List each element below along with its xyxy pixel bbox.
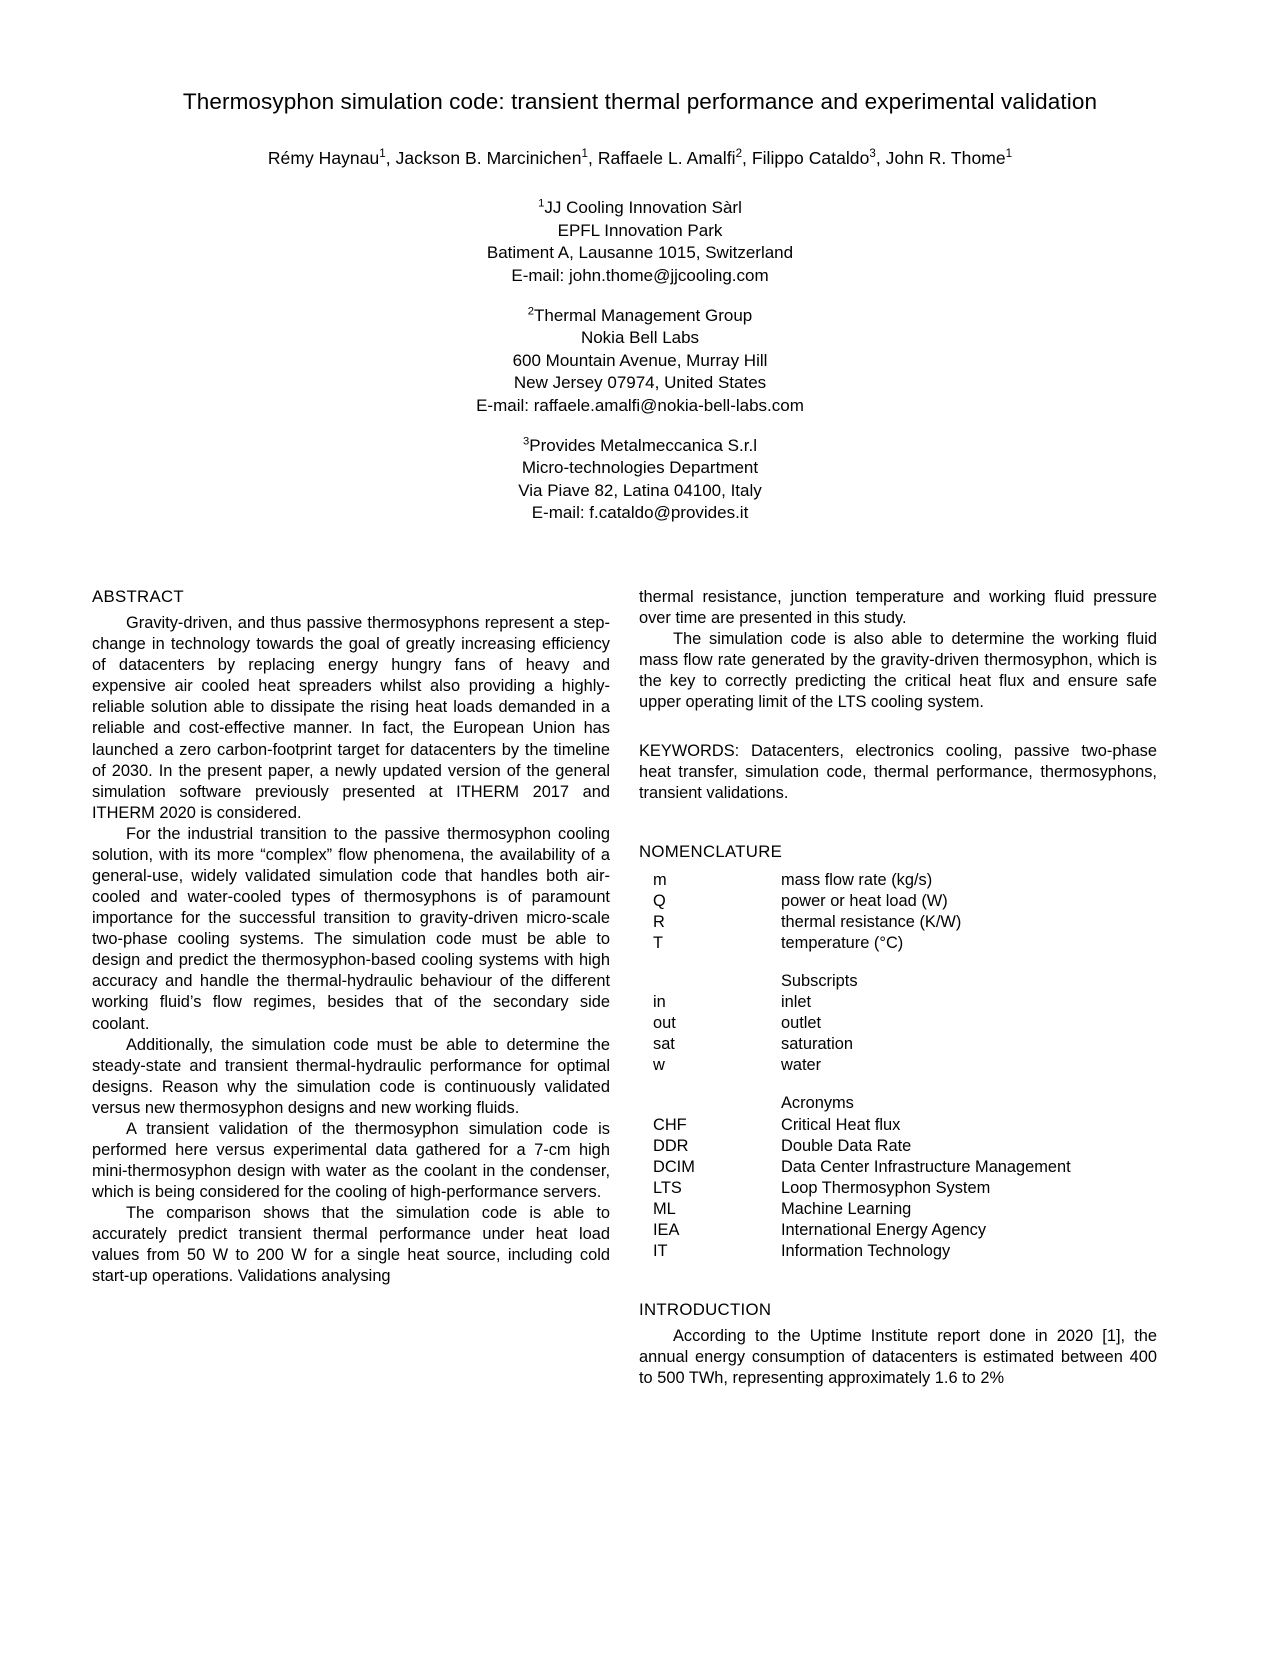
abstract-paragraph: thermal resistance, junction temperature and working fluid pressure over time are presented in this study. xyxy=(639,588,1157,628)
nomenclature-symbol: T xyxy=(653,933,664,952)
affiliation-line: $^1$JJ Cooling Innovation Sàrl xyxy=(538,197,742,218)
page-title: Thermosyphon simulation code: transient thermal performance and experimental validation xyxy=(182,89,1098,114)
author-name: Raffaele L. Amalfi xyxy=(597,148,736,169)
affiliation-group xyxy=(0,435,1280,525)
affiliation-line: Batiment A, Lausanne 1015, Switzerland xyxy=(486,243,794,263)
nomenclature-symbol: in xyxy=(653,993,666,1012)
affiliation-marker: 3 xyxy=(523,434,530,447)
abstract-continuation xyxy=(639,587,1157,713)
nomenclature-symbol: R xyxy=(653,912,665,931)
nomenclature-definition: Information Technology xyxy=(781,1242,951,1260)
nomenclature-definition: temperature (°C) xyxy=(781,933,904,952)
nomenclature-symbol: sat xyxy=(653,1035,675,1054)
spacer xyxy=(639,1262,1157,1300)
nomenclature-definition: saturation xyxy=(781,1035,853,1054)
nomenclature-definition: Data Center Infrastructure Management xyxy=(781,1157,1071,1176)
nomenclature-row xyxy=(639,870,1157,891)
abstract-paragraph: Gravity-driven, and thus passive thermosyphons represent a step-change in technology towards the goal of greatly increasing efficiency of datacenters by replacing energy hungry fans of heavy and expensive air cooled heat spreaders whilst also providing a highly-reliable solution able to dissipate the rising heat loads demanded in a reliable and cost-effective manner. In fact, the European Union has launched a zero carbon-footprint target for datacenters by the timeline of 2030. In the present paper, a newly updated version of the general simulation software previously presented at ITHERM 2017 and ITHERM 2020 is considered. xyxy=(92,614,610,822)
author-affiliation-marker: 1 xyxy=(581,148,588,161)
title-block xyxy=(0,0,1280,169)
nomenclature-symbol: LTS xyxy=(653,1178,682,1197)
affiliation-marker: 2 xyxy=(527,304,534,317)
nomenclature-definition: International Energy Agency xyxy=(781,1220,987,1239)
nomenclature-symbol: DDR xyxy=(653,1136,689,1155)
affiliation-block xyxy=(0,197,1280,525)
nomenclature-row xyxy=(639,891,1157,912)
nomenclature-symbol xyxy=(639,1093,781,1114)
affiliation-line: E-mail: john.thome@jjcooling.com xyxy=(511,265,769,285)
affiliation-group xyxy=(0,305,1280,418)
nomenclature-definition: Loop Thermosyphon System xyxy=(781,1178,991,1197)
abstract-heading: ABSTRACT xyxy=(92,587,184,607)
acronym-row xyxy=(639,1136,1157,1157)
nomenclature-row xyxy=(639,933,1157,954)
spacer xyxy=(639,804,1157,842)
nomenclature-definition: power or heat load (W) xyxy=(781,891,948,910)
acronyms-heading-row xyxy=(639,1093,1157,1114)
nomenclature-symbol: out xyxy=(653,1014,676,1033)
subscript-row xyxy=(639,1034,1157,1055)
affiliation-line: Via Piave 82, Latina 04100, Italy xyxy=(518,480,762,500)
author-affiliation-marker: 1 xyxy=(379,148,386,161)
affiliation-group xyxy=(0,197,1280,287)
body-columns xyxy=(0,587,1280,1389)
acronym-row xyxy=(639,1115,1157,1136)
affiliation-line: Nokia Bell Labs xyxy=(580,328,700,348)
nomenclature-definition: thermal resistance (K/W) xyxy=(781,912,962,931)
author-name: Jackson B. Marcinichen xyxy=(395,148,582,169)
abstract-paragraph: For the industrial transition to the passive thermosyphon cooling solution, with its more “complex” flow phenomena, the availability of a general-use, widely validated simulation code that handles both air-cooled and water-cooled types of thermosyphons is of paramount importance for the successful transition to gravity-driven micro-scale two-phase cooling systems. The simulation code must be able to design and predict the thermosyphon-based cooling systems with high accuracy and handle the thermal-hydraulic behaviour of the different working fluid’s flow regimes, besides that of the secondary side coolant. xyxy=(92,824,610,1033)
subscripts-heading-row xyxy=(639,971,1157,992)
spacer xyxy=(639,954,1157,971)
nomenclature-definition: Subscripts xyxy=(781,972,858,991)
spacer xyxy=(639,1076,1157,1093)
author-affiliation-marker: 3 xyxy=(869,148,876,161)
acronym-row xyxy=(639,1220,1157,1241)
author-affiliation-marker: 1 xyxy=(1005,148,1013,161)
nomenclature-definition: inlet xyxy=(781,993,812,1012)
nomenclature-symbol xyxy=(639,971,781,992)
abstract-paragraph: A transient validation of the thermosyphon simulation code is performed here versus experimental data gathered for a 7-cm high mini-thermosyphon design with water as the coolant in the condenser, which is being considered for the cooling of high-performance servers. xyxy=(92,1119,610,1202)
affiliation-marker: 1 xyxy=(538,197,545,210)
nomenclature-symbol: IT xyxy=(653,1242,668,1260)
keywords-paragraph xyxy=(639,741,1157,804)
author-affiliation-marker: 2 xyxy=(735,148,743,161)
acronym-row xyxy=(639,1178,1157,1199)
nomenclature-definition: Acronyms xyxy=(781,1094,854,1113)
author-list: Rémy Haynau$^1$, Jackson B. Marcinichen$^1$, Raffaele L. Amalfi$^2$, Filippo Cataldo$^3$, John R. Thome$^1$ xyxy=(267,148,1013,169)
acronym-row xyxy=(639,1241,1157,1262)
introduction-body xyxy=(639,1326,1157,1389)
nomenclature-definition: outlet xyxy=(781,1014,822,1033)
nomenclature-symbol: ML xyxy=(653,1199,676,1218)
nomenclature-symbol: IEA xyxy=(653,1220,680,1239)
subscript-row xyxy=(639,1013,1157,1034)
author-name: Filippo Cataldo xyxy=(751,148,870,169)
nomenclature-definition: Double Data Rate xyxy=(781,1136,912,1155)
keywords-label: KEYWORDS: xyxy=(639,741,740,760)
subscript-row xyxy=(639,992,1157,1013)
abstract-paragraph: The simulation code is also able to determine the working fluid mass flow rate generated by the gravity-driven thermosyphon, which is the key to correctly predicting the critical heat flux and ensure safe upper operating limit of the LTS cooling system. xyxy=(639,630,1157,712)
right-column xyxy=(639,587,1157,1389)
nomenclature-symbol: CHF xyxy=(653,1115,687,1134)
affiliation-line: $^2$Thermal Management Group xyxy=(527,304,753,325)
nomenclature-definition: Machine Learning xyxy=(781,1199,912,1218)
affiliation-line: $^3$Provides Metalmeccanica S.r.l xyxy=(523,434,757,455)
affiliation-line: 600 Mountain Avenue, Murray Hill xyxy=(512,350,768,370)
abstract-paragraph: Additionally, the simulation code must be able to determine the steady-state and transient thermal-hydraulic performance for optimal designs. Reason why the simulation code is continuously validated versus new thermosyphon designs and new working fluids. xyxy=(92,1035,610,1117)
nomenclature-symbol: w xyxy=(653,1056,665,1075)
author-name: John R. Thome xyxy=(885,148,1006,169)
acronym-row xyxy=(639,1199,1157,1220)
subscript-row xyxy=(639,1055,1157,1076)
affiliation-line: EPFL Innovation Park xyxy=(557,220,723,240)
nomenclature-heading: NOMENCLATURE xyxy=(639,841,783,861)
introduction-heading: INTRODUCTION xyxy=(639,1300,772,1320)
nomenclature-definition: Critical Heat flux xyxy=(781,1115,901,1134)
affiliation-line: Micro-technologies Department xyxy=(521,458,759,478)
spacer xyxy=(639,714,1157,741)
affiliation-line: E-mail: f.cataldo@provides.it xyxy=(531,503,749,523)
nomenclature-symbol: Q xyxy=(653,891,666,910)
nomenclature-symbol: m xyxy=(653,870,667,889)
nomenclature-symbol: DCIM xyxy=(653,1157,695,1176)
affiliation-line: New Jersey 07974, United States xyxy=(513,373,767,393)
abstract-body xyxy=(92,613,610,1288)
affiliation-line: E-mail: raffaele.amalfi@nokia-bell-labs.com xyxy=(476,396,804,415)
nomenclature-table xyxy=(639,870,1157,1262)
nomenclature-row xyxy=(639,912,1157,933)
nomenclature-definition: water xyxy=(781,1056,822,1075)
acronym-row xyxy=(639,1157,1157,1178)
abstract-paragraph: The comparison shows that the simulation code is able to accurately predict transient thermal performance under heat load values from 50 W to 200 W for a single heat source, including cold start-up operations. Validations analysing xyxy=(92,1204,610,1286)
left-column xyxy=(92,587,610,1288)
author-name: Rémy Haynau xyxy=(267,148,380,169)
introduction-paragraph: According to the Uptime Institute report done in 2020 [1], the annual energy consumption of datacenters is estimated between 400 to 500 TWh, representing approximately 1.6 to 2% xyxy=(639,1327,1157,1388)
keywords-text: Datacenters, electronics cooling, passive two-phase heat transfer, simulation code, thermal performance, thermosyphons, transient validations. xyxy=(639,741,1157,802)
nomenclature-definition: mass flow rate (kg/s) xyxy=(781,870,933,889)
